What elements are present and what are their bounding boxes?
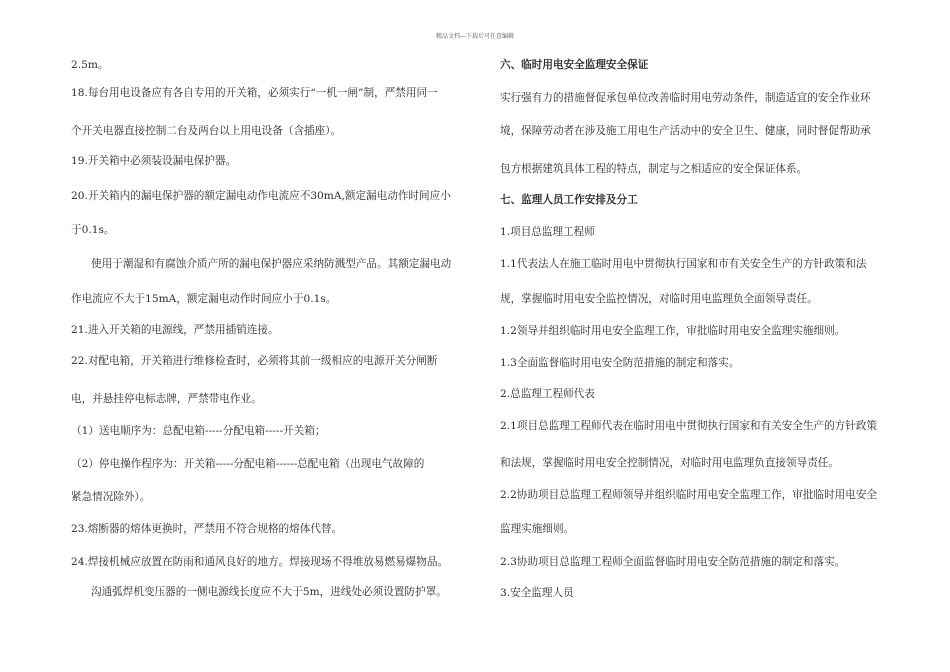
text-line: 24.焊接机械应放置在防雨和通风良好的地方。焊接现场不得堆放易燃易爆物品。 [71,556,449,568]
text-line: 包方根据建筑具体工程的特点，制定与之相适应的安全保证体系。 [500,163,808,175]
text-line: 3.安全监理人员 [500,587,574,599]
text-line: 紧急情况除外）。 [71,491,151,503]
text-line: 2.1项目总监理工程师代表在临时用电中贯彻执行国家和有关安全生产的方针政策 [500,420,878,432]
text-line: 规，掌握临时用电安全监控情况，对临时用电监理负全面领导责任。 [500,293,818,305]
text-line: （2）停电操作程序为：开关箱-----分配电箱------总配电箱（出现电气故障的 [71,458,425,470]
text-line: 1.2领导并组织临时用电安全监理工作，审批临时用电安全监理实施细则。 [500,325,846,337]
text-line: 电，并悬挂停电标志牌，严禁带电作业。 [71,393,262,405]
text-line: 个开关电器直接控制二台及两台以上用电设备（含插座）。 [71,125,342,137]
text-line: 作电流应不大于15mA，额定漏电动作时间应小于0.1s。 [71,293,337,305]
text-line: 23.熔断器的熔体更换时，严禁用不符合规格的熔体代替。 [71,523,343,535]
section-heading: 七、监理人员工作安排及分工 [500,194,638,206]
text-line: 境，保障劳动者在涉及施工用电生产活动中的安全卫生、健康，同时督促帮助承 [500,125,871,137]
text-line: 2.3协助项目总监理工程师全面监督临时用电安全防范措施的制定和落实。 [500,556,846,568]
text-line: 1.1代表法人在施工临时用电中贯彻执行国家和市有关安全生产的方针政策和法 [500,258,867,270]
text-line: 和法规，掌握临时用电安全控制情况，对临时用电监理负直接领导责任。 [500,457,839,469]
text-line: 2.总监理工程师代表 [500,388,595,400]
text-line: （1）送电顺序为：总配电箱-----分配电箱-----开关箱； [71,425,326,437]
text-line: 18.每台用电设备应有各自专用的开关箱，必须实行“一机一闸”制，严禁用同一 [71,87,438,99]
text-line: 实行强有力的措施督促承包单位改善临时用电劳动条件，制造适宜的安全作业环 [500,92,871,104]
text-line: 沟通弧焊机变压器的一侧电源线长度应不大于5m，进线处必须设置防护罩。 [91,586,447,598]
text-line: 1.3全面监督临时用电安全防范措施的制定和落实。 [500,357,740,369]
text-line: 于0.1s。 [71,224,115,236]
text-line: 1.项目总监理工程师 [500,226,595,238]
section-heading: 六、临时用电安全监理安全保证 [500,59,649,71]
page-header: 精品文档---下载后可任意编辑 [435,33,515,40]
text-line: 20.开关箱内的漏电保护器的额定漏电动作电流应不30mA,额定漏电动作时间应小 [71,190,451,202]
text-line: 监理实施细则。 [500,523,575,535]
text-line: 2.2协助项目总监理工程师领导并组织临时用电安全监理工作，审批临时用电安全 [500,489,878,501]
text-line: 19.开关箱中必须装设漏电保护器。 [71,155,237,167]
text-line: 22.对配电箱，开关箱进行维修检查时，必须将其前一级相应的电源开关分闸断 [71,355,438,367]
text-line: 21.进入开关箱的电源线，严禁用插销连接。 [71,324,279,336]
text-line: 使用于潮湿和有腐蚀介质产所的漏电保护器应采纳防溅型产品。其额定漏电动 [91,258,452,270]
text-line: 2.5m。 [71,59,109,71]
